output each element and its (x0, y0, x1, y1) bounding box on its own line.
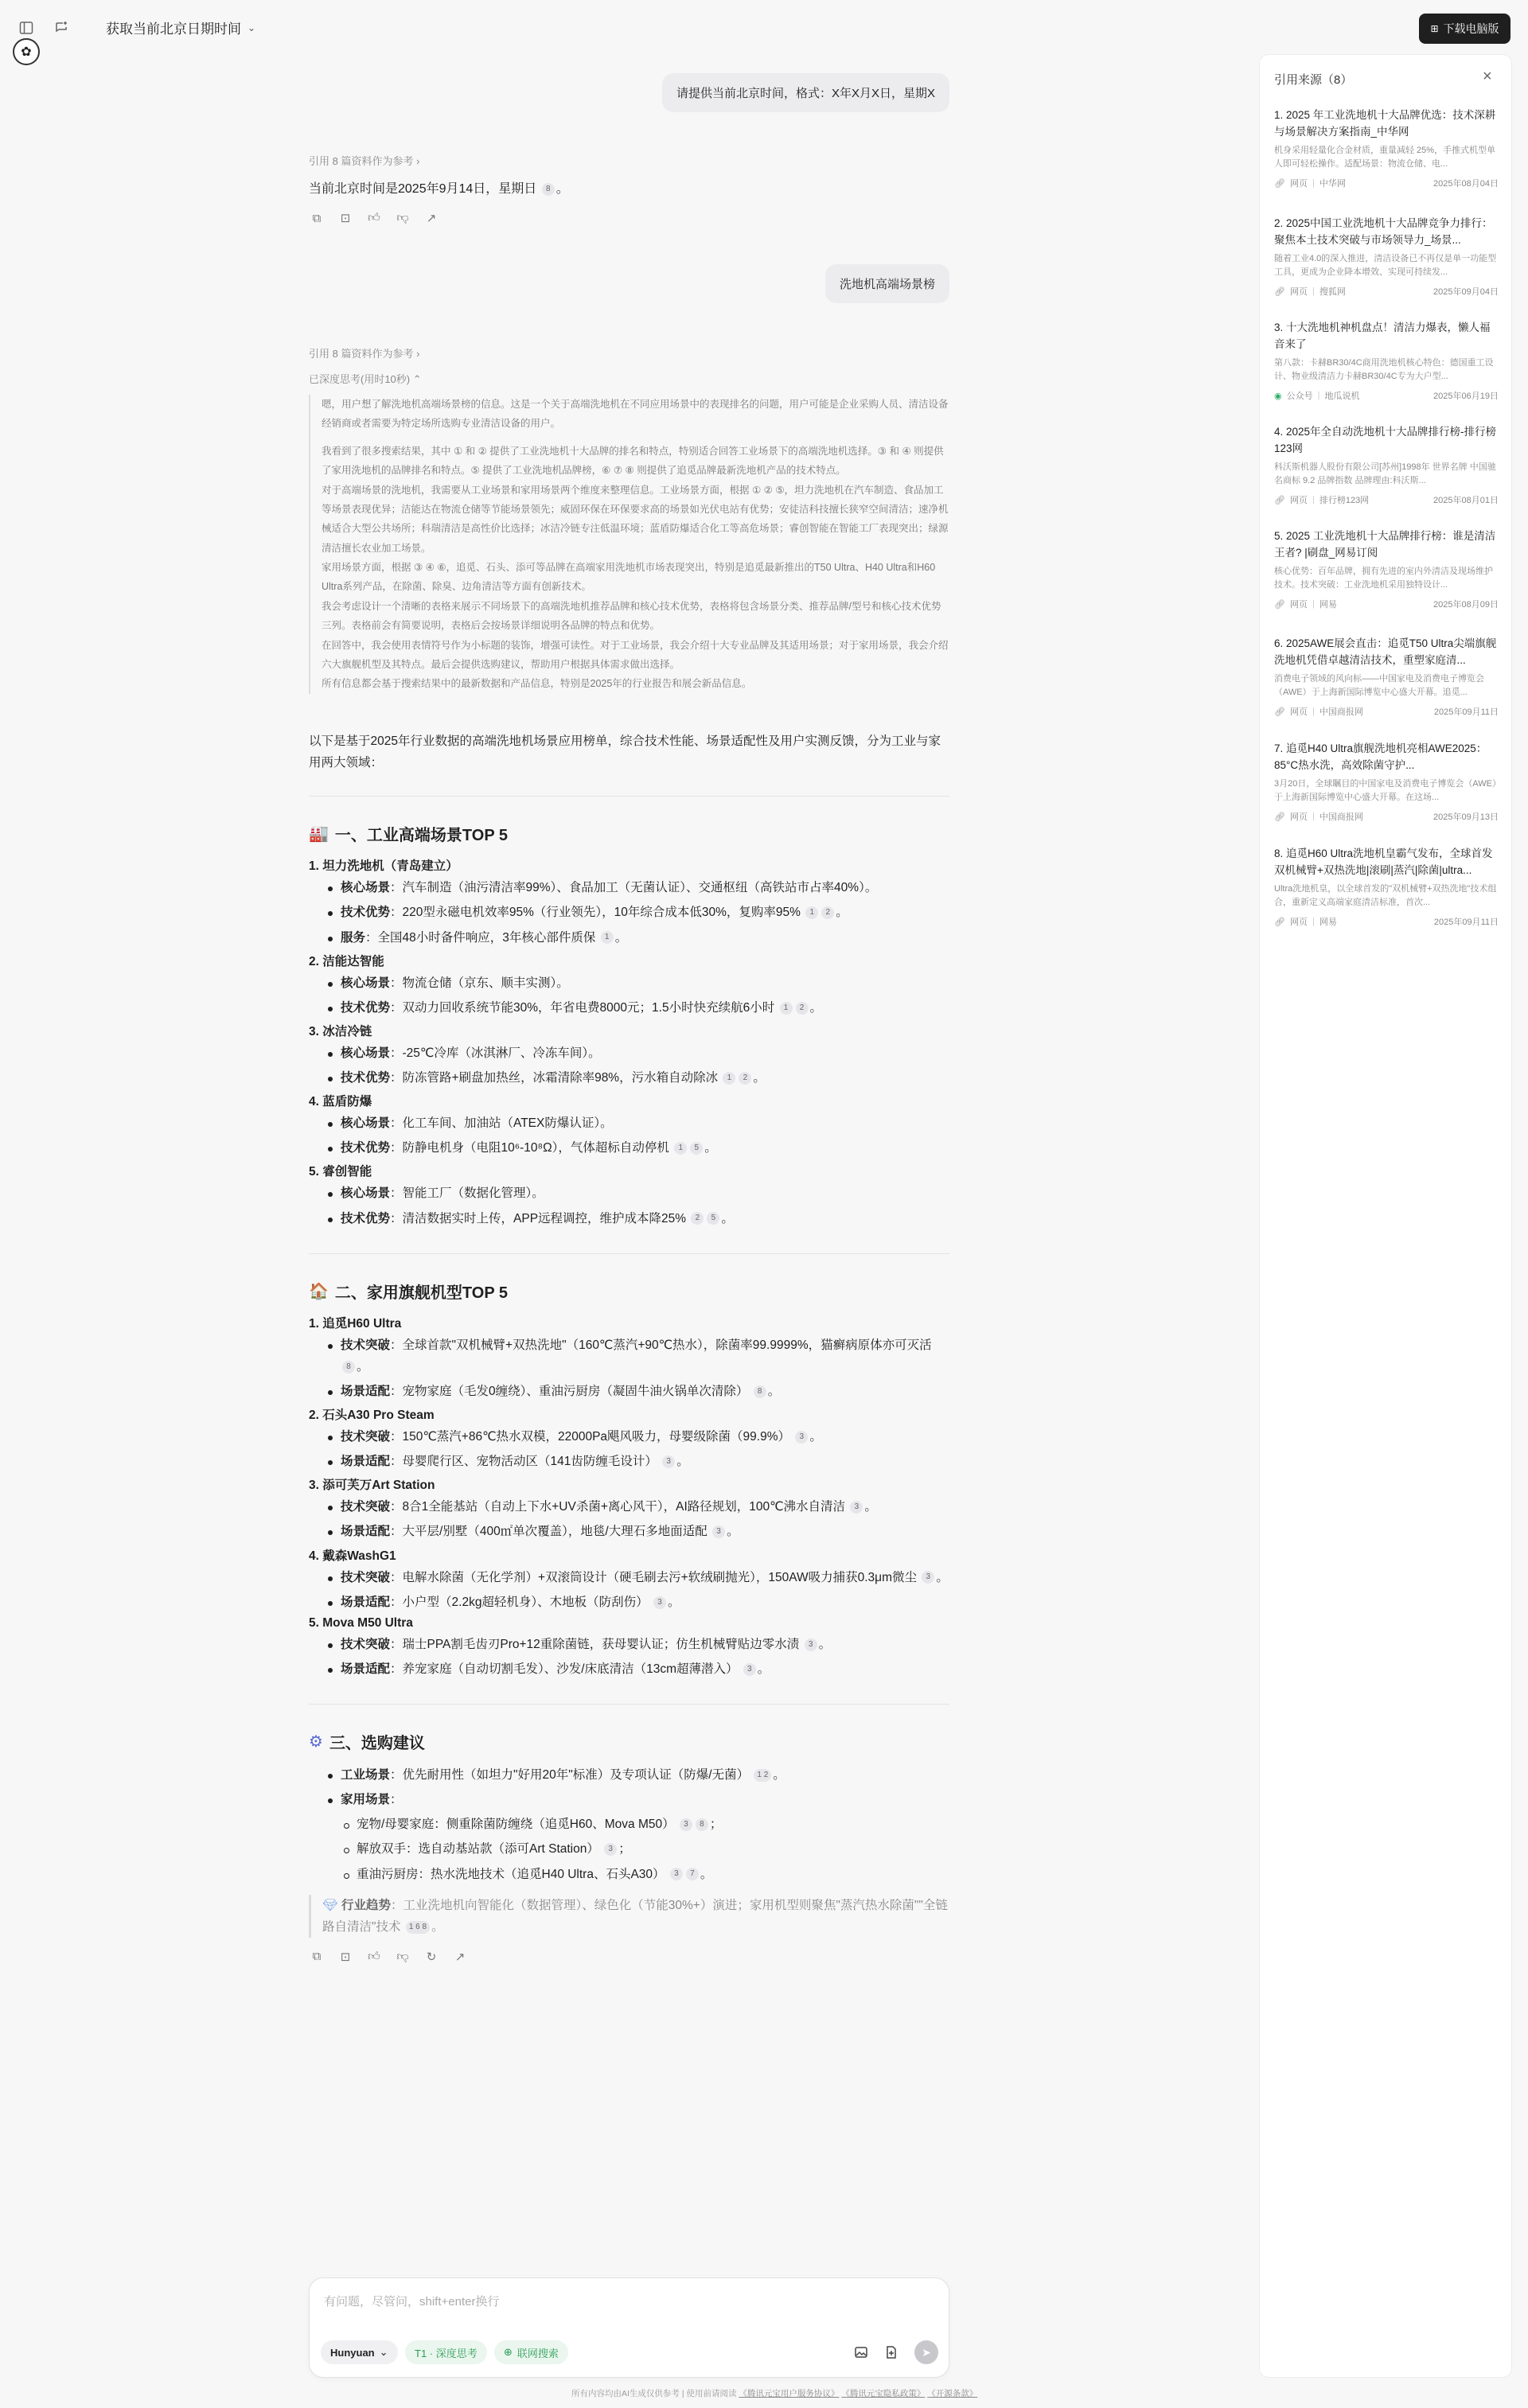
source-type: 公众号 (1286, 392, 1313, 402)
copy-icon[interactable]: ⧉ (312, 1950, 322, 1964)
source-type: 网页 (1289, 496, 1308, 506)
list-item: 场景适配：宠物家庭（毛发0缠绕）、重油污厨房（凝固牛油火锅单次清除） 8 。 (309, 1381, 949, 1402)
link-icon: 🔗︎ (1274, 495, 1285, 505)
diamond-icon: 💎︎ (322, 1898, 338, 1912)
source-title: 3. 十大洗地机神机盘点！清洁力爆表，懒人福音来了 (1274, 321, 1491, 350)
list-item: 服务：全国48小时备件响应，3年核心部件质保 1 。 (309, 927, 949, 949)
source-type: 网页 (1289, 600, 1308, 610)
list-item: 核心场景：汽车制造（油污清洁率99%）、食品加工（无菌认证）、交通枢纽（高铁站市占率40%）。 (309, 877, 949, 898)
source-date: 2025年08月09日 (1433, 600, 1499, 610)
source-desc: 消费电子领域的风向标——中国家电及消费电子博览会（AWE）于上海新国际博览中心盛大开幕。追觅... (1274, 673, 1484, 698)
think-paragraph: 我看到了很多搜索结果，其中 ① 和 ② 提供了工业洗地机十大品牌的排名和特点，特别适合回答工业场景下的高端洗地机选择。③ 和 ④ 则提供了家用洗地机的品牌排名和特点。⑤ 提供了工业洗地机品牌榜，⑥ ⑦ ⑧ 则提供了追觅品牌最新洗地机产品的技术特点。 (322, 445, 944, 477)
references-label: 引用 8 篇资料作为参考 (309, 155, 414, 167)
factory-icon: 🏭 (309, 825, 329, 844)
item-key: 工业场景 (341, 1768, 391, 1782)
list-item: 技术优势：防静电机身（电阻10⁶-10⁸Ω），气体超标自动停机 1 5 。 (309, 1137, 949, 1159)
item-title: 4. 蓝盾防爆 (309, 1095, 372, 1109)
item-value: ：-25℃冷库（冰淇淋厂、冷冻车间） (390, 1046, 589, 1060)
list-item (309, 1789, 949, 1810)
deep-think-label: 已深度思考(用时10秒) (309, 373, 411, 385)
item-value: 解放双手：选自动基站款（添可Art Station） (357, 1842, 599, 1857)
item-key: 技术突破 (341, 1500, 391, 1514)
section-heading (309, 1730, 949, 1753)
footer-disclaimer (571, 2387, 977, 2399)
model-selector[interactable] (321, 2340, 398, 2364)
source-site: 中华网 (1319, 179, 1346, 189)
thumbs-down-icon[interactable]: 👎︎ (396, 1949, 409, 1963)
answer-actions-1 (309, 210, 439, 226)
share-icon[interactable]: ↗ (426, 212, 437, 225)
item-key: 核心场景 (341, 976, 391, 990)
source-site: 网易 (1319, 600, 1337, 610)
bookmark-icon[interactable]: ⊡ (340, 212, 351, 225)
item-value: ：防静电机身（电阻10⁶-10⁸Ω），气体超标自动停机 (390, 1141, 669, 1155)
list-item: 场景适配：母婴爬行区、宠物活动区（141齿防缠毛设计） 3 。 (309, 1451, 949, 1472)
web-search-label: 联网搜索 (516, 2347, 559, 2359)
list-item: 宠物/母婴家庭：侧重除菌防缠绕（追觅H60、Mova M50） 3 8 ； (309, 1814, 949, 1835)
think-paragraph: 家用场景方面，根据 ③ ④ ⑥，追觅、石头、添可等品牌在高端家用洗地机市场表现突出，特别是追觅最新推出的T50 Ultra、H40 Ultra和H60 Ultra系列产品，在除菌、除臭、边角清洁等方面有创新技术。 (322, 562, 936, 593)
source-title: 6. 2025AWE展会直击：追觅T50 Ultra尖端旗舰洗地机凭借卓越清洁技术，重塑家庭清... (1274, 637, 1497, 666)
item-title: 1. 追觅H60 Ultra (309, 1316, 402, 1331)
section-industrial (309, 822, 949, 1229)
citation-badge[interactable]: 3 (670, 1868, 683, 1880)
source-date: 2025年09月11日 (1433, 918, 1499, 928)
section-heading (309, 822, 949, 845)
source-desc: Ultra洗地机皇，以全球首发的"双机械臂+双热洗地"技术组合，重新定义高端家庭清洁标准，首次... (1274, 883, 1497, 908)
item-key: 核心场景 (341, 1186, 391, 1201)
source-date: 2025年09月13日 (1433, 812, 1499, 823)
item-key: 技术突破 (341, 1338, 391, 1352)
user-message-2: 洗地机高端场景榜 (825, 264, 949, 303)
trend-key: 行业趋势 (341, 1898, 392, 1912)
privacy-link[interactable]: 《腾讯元宝隐私政策》 (841, 2389, 926, 2398)
assistant-answer-2 (309, 731, 949, 1965)
list-item: 重油污厨房：热水洗地技术（追觅H40 Ultra、石头A30） 3 7 。 (309, 1864, 949, 1885)
new-chat-icon[interactable] (51, 18, 72, 38)
link-icon: 🔗︎ (1274, 707, 1285, 717)
deep-think-toggle[interactable]: 已深度思考(用时10秒) ⌃ (309, 373, 422, 385)
chevron-down-icon: ⌄ (248, 21, 256, 33)
link-icon: 🔗︎ (1274, 178, 1285, 189)
list-item: 技术突破：8合1全能基站（自动上下水+UV杀菌+离心风干），AI路径规划，100℃沸水自清洁 3 。 (309, 1496, 949, 1518)
chevron-down-icon: ⌄ (379, 2346, 388, 2358)
source-type: 网页 (1289, 918, 1308, 928)
image-upload-icon[interactable] (851, 2342, 871, 2363)
deep-think-pill-label: T1 · 深度思考 (415, 2347, 477, 2359)
source-item[interactable] (1274, 846, 1499, 928)
list-item: 技术优势：防冻管路+刷盘加热丝，冰霜清除率98%，污水箱自动除冰 1 2 。 (309, 1067, 949, 1089)
item-key: 技术优势 (341, 1141, 391, 1155)
item-title: 5. Mova M50 Ultra (309, 1615, 413, 1630)
source-desc: 3月20日，全球瞩目的中国家电及消费电子博览会（AWE）于上海新国际博览中心盛大开幕。在这场... (1274, 778, 1497, 803)
source-item[interactable] (1274, 636, 1499, 718)
section-home (309, 1280, 949, 1680)
item-key: 核心场景 (341, 1116, 391, 1131)
citation-badge[interactable]: 8 (342, 1361, 355, 1373)
link-icon: 🔗︎ (1274, 812, 1285, 822)
source-site: 地瓜说机 (1324, 392, 1360, 402)
item-key: 技术突破 (341, 1570, 391, 1584)
item-value: ：瑞士PPA割毛齿刃Pro+12重除菌链，获母婴认证；仿生机械臂贴边零水渍 (390, 1637, 800, 1651)
answer-intro: 以下是基于2025年行业数据的高端洗地机场景应用榜单，综合技术性能、场景适配性及用户实测反馈，分为工业与家用两大领域： (309, 734, 941, 770)
file-upload-icon[interactable] (881, 2342, 902, 2363)
item-value: ：物流仓储（京东、顺丰实测） (390, 976, 557, 990)
item-value: ：8合1全能基站（自动上下水+UV杀菌+离心风干），AI路径规划，100℃沸水自清洁 (390, 1500, 846, 1514)
sidebar-toggle-icon[interactable] (16, 18, 37, 38)
source-date: 2025年06月19日 (1433, 392, 1499, 402)
share-icon[interactable]: ↗ (454, 1950, 466, 1964)
trend-quote: 💎︎ 行业趋势：工业洗地机向智能化（数据管理）、绿色化（节能30%+）演进；家用机型则聚焦"蒸汽热水除菌""全链路自清洁"技术 1 6 8 。 (309, 1895, 949, 1938)
citation-badge[interactable]: 1 (674, 1142, 687, 1155)
sources-title: 引用来源（8） (1274, 73, 1353, 87)
think-paragraph: 在回答中，我会使用表情符号作为小标题的装饰，增强可读性。对于工业场景，我会介绍十大专业品牌及其适用场景；对于家用场景，我会介绍六大旗舰机型及其特点。最后会提供选购建议，帮助用户根据具体需求做出选择。 (322, 639, 949, 670)
thumbs-up-icon[interactable]: 👍︎ (368, 211, 380, 224)
list-item: 技术突破：全球首款"双机械臂+双热洗地"（160℃蒸汽+90℃热水），除菌率99.9999%，猫癣病原体亦可灭活 8 。 (309, 1335, 949, 1377)
citation-badge[interactable]: 3 (805, 1638, 817, 1651)
citation-badge[interactable]: 3 (743, 1663, 756, 1676)
link-icon: 🔗︎ (1274, 286, 1285, 297)
source-meta: 🔗︎ 网页 | 网易 2025年09月11日 (1274, 917, 1499, 928)
list-item: 技术突破：150℃蒸汽+86℃热水双模，22000Pa飓风吸力，母婴级除菌（99.9%） 3 。 (309, 1426, 949, 1448)
item-value: ：全球首款"双机械臂+双热洗地"（160℃蒸汽+90℃热水），除菌率99.9999%，猫癣病原体亦可灭活 (390, 1338, 932, 1352)
opensource-link[interactable]: 《开源条款》 (927, 2389, 978, 2398)
source-date: 2025年08月04日 (1433, 179, 1499, 189)
citation-badge[interactable]: 5 (707, 1212, 719, 1225)
item-key: 技术优势 (341, 906, 391, 920)
arrow-right-icon: ➤ (922, 2345, 931, 2359)
citation-badge[interactable]: 2 (691, 1212, 704, 1225)
item-value: ：小户型（2.2kg超轻机身）、木地板（防刮伤） (390, 1595, 649, 1609)
think-paragraph: 所有信息都会基于搜索结果中的最新数据和产品信息，特别是2025年的行业报告和展会新品信息。 (322, 678, 752, 690)
source-desc: 科沃斯机器人股份有限公司[苏州]1998年 世界名牌 中国驰名商标 9.2 品牌指数 品牌理由:科沃斯... (1274, 462, 1496, 486)
item-value: ：智能工厂（数据化管理） (390, 1186, 532, 1201)
think-paragraph: 我会考虑设计一个清晰的表格来展示不同场景下的高端洗地机推荐品牌和核心技术优势，表格将包含场景分类、推荐品牌/型号和核心技术优势三列。表格前会有简要说明，表格后会按场景详细说明各品牌的特点和优势。 (322, 600, 941, 632)
references-label: 引用 8 篇资料作为参考 (309, 348, 414, 360)
conversation-title-text: 获取当前北京日期时间 (106, 21, 241, 37)
item-value: ：全国48小时备件响应，3年核心部件质保 (365, 930, 596, 945)
item-value: ：汽车制造（油污清洁率99%）、食品加工（无菌认证）、交通枢纽（高铁站市占率40%） (390, 881, 865, 895)
source-title: 8. 追觅H60 Ultra洗地机皇霸气发布，全球首发双机械臂+双热洗地|滚刷|蒸汽|除菌|ultra... (1274, 847, 1493, 876)
globe-icon: ⊕ (504, 2346, 513, 2358)
source-site: 搜狐网 (1319, 287, 1346, 298)
section-advice (309, 1730, 949, 1938)
footer-text: 所有内容均由AI生成仅供参考 | 使用前请阅读 (571, 2389, 737, 2398)
source-meta: 🔗︎ 网页 | 中国商报网 2025年09月13日 (1274, 812, 1499, 823)
item-value: ：优先耐用性（如坦力"好用20年"标准）及专项认证（防爆/无菌） (390, 1768, 750, 1782)
list-item: 核心场景：智能工厂（数据化管理）。 (309, 1183, 949, 1204)
item-title: 2. 石头A30 Pro Steam (309, 1409, 435, 1422)
item-key: 场景适配 (341, 1455, 391, 1469)
house-icon: 🏠 (309, 1282, 329, 1300)
citation-badge[interactable]: 1 (601, 931, 614, 944)
item-value: ：宠物家庭（毛发0缠绕）、重油污厨房（凝固牛油火锅单次清除） (390, 1384, 749, 1398)
source-date: 2025年08月01日 (1433, 496, 1499, 506)
references-link-2[interactable]: 引用 8 篇资料作为参考 › (309, 348, 420, 360)
divider (309, 796, 949, 797)
item-key: 核心场景 (341, 1046, 391, 1060)
source-desc: 核心优势：百年品牌，拥有先进的室内外清洁及现场维护技术。技术突破：工业洗地机采用独特设计... (1274, 566, 1493, 590)
thumbs-down-icon[interactable]: 👎︎ (396, 211, 409, 224)
source-meta: 🔗︎ 网页 | 搜狐网 2025年09月04日 (1274, 286, 1499, 298)
item-key: 技术优势 (341, 1211, 391, 1225)
divider (309, 1704, 949, 1705)
citation-badge[interactable]: 3 (850, 1501, 863, 1514)
item-title: 1. 坦力洗地机（青岛建立） (309, 859, 458, 874)
source-site: 中国商报网 (1319, 812, 1363, 823)
download-desktop-button[interactable] (1419, 14, 1510, 44)
item-value: ： (390, 1793, 403, 1807)
citation-badge[interactable]: 3 (795, 1431, 808, 1444)
references-link-1[interactable]: 引用 8 篇资料作为参考 › (309, 155, 420, 167)
item-value: ：电解水除菌（无化学剂）+双滚筒设计（硬毛刷去污+软绒刷抛光），150AW吸力捕获0.3μm微尘 (390, 1570, 918, 1584)
regenerate-icon[interactable]: ↻ (426, 1950, 437, 1964)
citation-badge[interactable]: 2 (796, 1002, 809, 1015)
trend-value: ：工业洗地机向智能化（数据管理）、绿色化（节能30%+）演进；家用机型则聚焦"蒸汽热水除菌""全链路自清洁"技术 (322, 1898, 948, 1934)
item-key: 场景适配 (341, 1595, 391, 1609)
source-item[interactable] (1274, 424, 1499, 506)
item-value: ：化工车间、加油站（ATEX防爆认证） (390, 1116, 601, 1131)
item-title: 4. 戴森WashG1 (309, 1549, 396, 1563)
list-item: 技术优势：双动力回收系统节能30%，年省电费8000元；1.5小时快充续航6小时 1 2 。 (309, 997, 949, 1019)
answer-actions-2 (309, 1949, 949, 1965)
source-site: 中国商报网 (1319, 707, 1363, 718)
list-item: 工业场景：优先耐用性（如坦力"好用20年"标准）及专项认证（防爆/无菌） 1 2 。 (309, 1764, 949, 1786)
list-item: 技术优势：220型永磁电机效率95%（行业领先），10年综合成本低30%，复购率95% 1 2 。 (309, 902, 949, 923)
model-label: Hunyuan (330, 2346, 375, 2359)
source-site: 排行榜123网 (1319, 496, 1370, 506)
item-value: ：养宠家庭（自动切割毛发）、沙发/床底清洁（13cm超薄潜入） (390, 1662, 739, 1676)
list-item: 核心场景：物流仓储（京东、顺丰实测）。 (309, 972, 949, 994)
item-key: 技术突破 (341, 1637, 391, 1651)
source-site: 网易 (1319, 918, 1337, 928)
citation-badge[interactable]: 8 (542, 183, 555, 196)
gear-icon: ⚙ (309, 1733, 323, 1751)
citation-badge[interactable]: 8 (754, 1385, 766, 1398)
bookmark-icon[interactable]: ⊡ (340, 1950, 351, 1964)
assistant-answer-1: 当前北京时间是2025年9月14日，星期日 8 。 (309, 182, 569, 196)
source-type: 网页 (1289, 812, 1308, 823)
source-title: 7. 追觅H40 Ultra旗舰洗地机亮相AWE2025：85°C热水洗，高效除菌守护... (1274, 742, 1487, 771)
source-date: 2025年09月11日 (1433, 707, 1499, 718)
home-advice-list (309, 1814, 949, 1884)
wechat-icon: ◉ (1274, 391, 1282, 401)
composer-input[interactable]: 有问题，尽管问，shift+enter换行 (324, 2295, 500, 2309)
top-bar (0, 0, 1249, 59)
citation-badge[interactable]: 1 2 (754, 1769, 771, 1782)
source-type: 网页 (1289, 179, 1308, 189)
citation-badge[interactable]: 3 (662, 1455, 675, 1468)
message-composer[interactable] (309, 2277, 949, 2378)
terms-link[interactable]: 《腾讯元宝用户服务协议》 (739, 2389, 840, 2398)
link-icon: 🔗︎ (1274, 917, 1285, 927)
source-type: 网页 (1289, 707, 1308, 718)
list-item: 场景适配：大平层/别墅（400㎡单次覆盖），地毯/大理石多地面适配 3 。 (309, 1521, 949, 1542)
item-title: 3. 冰洁冷链 (309, 1024, 372, 1038)
source-desc: 机身采用轻量化合金材质，重量减轻 25%，手推式机型单人即可轻松操作。适配场景：物流仓储、电... (1274, 145, 1496, 169)
close-icon[interactable]: × (1483, 68, 1492, 85)
citation-badge[interactable]: 1 (805, 906, 818, 919)
copy-icon[interactable]: ⧉ (312, 211, 322, 225)
item-title: 3. 添可芙万Art Station (309, 1479, 435, 1493)
source-desc: 随着工业4.0的深入推进，清洁设备已不再仅是单一功能型工具，更成为企业降本增效、实现可持续发... (1274, 253, 1497, 278)
section-title: 二、家用旗舰机型TOP 5 (334, 1284, 508, 1302)
conversation-title[interactable] (106, 18, 255, 37)
deep-think-toggle-button[interactable] (405, 2340, 487, 2364)
item-key: 家用场景 (341, 1793, 391, 1807)
section-title: 一、工业高端场景TOP 5 (334, 827, 508, 845)
citation-badge[interactable]: 1 (780, 1002, 793, 1015)
sources-panel (1259, 54, 1512, 2378)
list-item: 核心场景：化工车间、加油站（ATEX防爆认证）。 (309, 1112, 949, 1134)
citation-badge[interactable]: 5 (690, 1142, 703, 1155)
list-item: 核心场景：-25℃冷库（冰淇淋厂、冷冻车间）。 (309, 1042, 949, 1064)
citation-badge[interactable]: 3 (604, 1843, 617, 1856)
item-value: ：大平层/别墅（400㎡单次覆盖），地毯/大理石多地面适配 (390, 1525, 707, 1539)
item-key: 技术优势 (341, 1000, 391, 1015)
source-meta: 🔗︎ 网页 | 中国商报网 2025年09月11日 (1274, 707, 1499, 718)
source-meta: ◉ 公众号 | 地瓜说机 2025年06月19日 (1274, 391, 1499, 402)
item-value: 宠物/母婴家庭：侧重除菌防缠绕（追觅H60、Mova M50） (357, 1818, 675, 1832)
windows-icon: ⊞ (1430, 23, 1439, 34)
citation-badge[interactable]: 2 (821, 906, 834, 919)
source-item[interactable] (1274, 216, 1499, 298)
citation-badge[interactable]: 1 6 8 (406, 1921, 430, 1934)
source-item[interactable] (1274, 320, 1499, 402)
item-title: 2. 洁能达智能 (309, 954, 384, 968)
item-key: 技术优势 (341, 1071, 391, 1085)
user-message-1: 请提供当前北京时间，格式：X年X月X日，星期X (662, 73, 949, 112)
thumbs-up-icon[interactable]: 👍︎ (368, 1949, 380, 1963)
divider (309, 1253, 949, 1254)
section-heading (309, 1280, 949, 1303)
think-paragraph: 嗯，用户想了解洗地机高端场景榜的信息。这是一个关于高端洗地机在不同应用场景中的表现排名的问题，用户可能是企业采购人员、清洁设备经销商或者需要为特定场所选购专业清洁设备的用户。 (322, 399, 949, 430)
citation-badge[interactable]: 8 (696, 1818, 708, 1831)
list-item: 技术优势：清洁数据实时上传，APP远程调控，维护成本降25% 2 5 。 (309, 1208, 949, 1229)
item-value: ：防冻管路+刷盘加热丝，冰霜清除率98%，污水箱自动除冰 (390, 1071, 719, 1085)
item-value: ：150℃蒸汽+86℃热水双模，22000Pa飓风吸力，母婴级除菌（99.9%） (390, 1430, 790, 1444)
item-title: 5. 睿创智能 (309, 1165, 372, 1179)
section-title: 三、选购建议 (329, 1735, 425, 1752)
item-value: ：220型永磁电机效率95%（行业领先），10年综合成本低30%，复购率95% (390, 906, 801, 920)
citation-badge[interactable]: 3 (653, 1596, 666, 1609)
item-value: ：双动力回收系统节能30%，年省电费8000元；1.5小时快充续航6小时 (390, 1000, 775, 1015)
item-key: 核心场景 (341, 881, 391, 895)
source-item[interactable] (1274, 528, 1499, 610)
item-key: 技术突破 (341, 1430, 391, 1444)
source-type: 网页 (1289, 287, 1308, 298)
source-title: 2. 2025中国工业洗地机十大品牌竞争力排行：聚焦本土技术突破与市场领导力_场景... (1274, 217, 1493, 246)
citation-badge[interactable]: 1 (723, 1072, 735, 1085)
web-search-toggle-button[interactable] (494, 2340, 568, 2364)
industrial-list (309, 856, 949, 1229)
list-item: 技术突破：电解水除菌（无化学剂）+双滚筒设计（硬毛刷去污+软绒刷抛光），150AW吸力捕获0.3μm微尘 3 。 (309, 1567, 949, 1588)
citation-badge[interactable]: 2 (739, 1072, 751, 1085)
thinking-block (309, 395, 949, 694)
item-key: 场景适配 (341, 1384, 391, 1398)
list-item: 场景适配：养宠家庭（自动切割毛发）、沙发/床底清洁（13cm超薄潜入） 3 。 (309, 1658, 949, 1680)
list-item: 场景适配：小户型（2.2kg超轻机身）、木地板（防刮伤） 3 。 (309, 1592, 949, 1613)
answer-text: 当前北京时间是2025年9月14日，星期日 (309, 182, 537, 196)
app-logo-icon[interactable]: ✿ (13, 38, 40, 65)
source-title: 4. 2025年全自动洗地机十大品牌排行榜-排行榜123网 (1274, 426, 1497, 454)
link-icon: 🔗︎ (1274, 599, 1285, 610)
download-label: 下载电脑版 (1443, 22, 1499, 35)
think-paragraph: 对于高端场景的洗地机，我需要从工业场景和家用场景两个维度来整理信息。工业场景方面，根据 ① ② ⑤，坦力洗地机在汽车制造、食品加工等场景表现优异；洁能达在物流仓储等节能场景领先；威固环保在环保要求高的场景如光伏电站有优势；安徒洁科技擅长狭窄空间清洁；速净机械适合大型公共场所；科瑞清洁是高性价比选择；冰洁冷链专注低温环境；蓝盾防爆适合化工等高危场景；睿创智能在智能工厂表现突出；绿源清洁擅长农业加工场景。 (322, 484, 949, 554)
source-date: 2025年09月04日 (1433, 287, 1499, 298)
source-meta: 🔗︎ 网页 | 中华网 2025年08月04日 (1274, 178, 1499, 189)
item-key: 场景适配 (341, 1525, 391, 1539)
item-value: ：母婴爬行区、宠物活动区（141齿防缠毛设计） (390, 1455, 657, 1469)
source-meta: 🔗︎ 网页 | 网易 2025年08月09日 (1274, 599, 1499, 610)
item-key: 场景适配 (341, 1662, 391, 1676)
home-list (309, 1314, 949, 1680)
item-value: 重油污厨房：热水洗地技术（追觅H40 Ultra、石头A30） (357, 1867, 665, 1881)
citation-badge[interactable]: 3 (680, 1818, 692, 1831)
source-item[interactable] (1274, 741, 1499, 823)
item-key: 服务 (341, 930, 366, 945)
citation-badge[interactable]: 3 (922, 1571, 934, 1584)
item-value: ：清洁数据实时上传，APP远程调控，维护成本降25% (390, 1211, 687, 1225)
source-title: 5. 2025 工业洗地机十大品牌排行榜：谁是清洁王者? |刷盘_网易订阅 (1274, 530, 1496, 559)
source-title: 1. 2025 年工业洗地机十大品牌优选：技术深耕与场景解决方案指南_中华网 (1274, 109, 1496, 138)
source-meta: 🔗︎ 网页 | 排行榜123网 2025年08月01日 (1274, 495, 1499, 506)
list-item: 解放双手：选自动基站款（添可Art Station） 3 ； (309, 1838, 949, 1860)
source-item[interactable] (1274, 107, 1499, 189)
list-item: 技术突破：瑞士PPA割毛齿刃Pro+12重除菌链，获母婴认证；仿生机械臂贴边零水渍 3 。 (309, 1634, 949, 1655)
citation-badge[interactable]: 7 (686, 1868, 699, 1880)
send-button[interactable] (914, 2340, 938, 2364)
source-desc: 第八款：卡赫BR30/4C商用洗地机核心特色：德国重工设计、物业级清洁力卡赫BR30/4C专为大户型... (1274, 357, 1494, 382)
citation-badge[interactable]: 3 (712, 1525, 725, 1538)
